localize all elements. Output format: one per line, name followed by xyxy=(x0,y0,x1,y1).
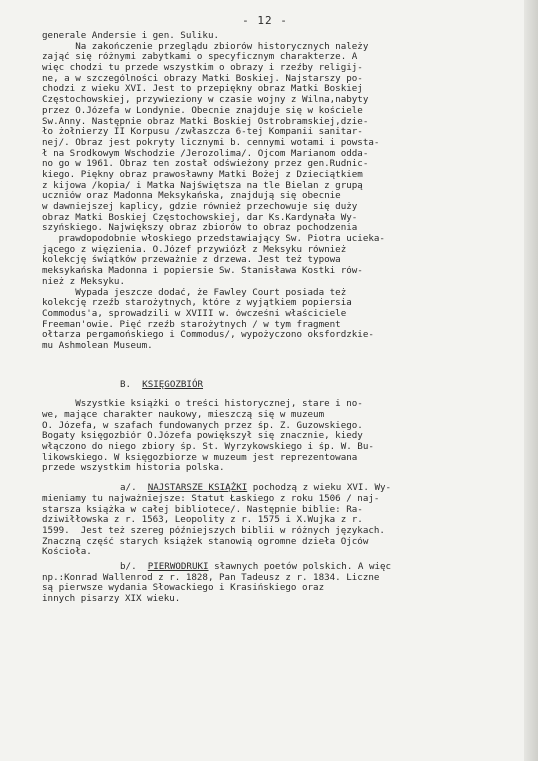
text-line: nież z Meksyku. xyxy=(42,276,125,287)
subsection-b-text xyxy=(42,573,518,605)
text-line: Wszystkie książki o treści historycznej, stare i no- xyxy=(42,399,363,410)
paragraph-group-library xyxy=(42,399,518,474)
subsection-a-text xyxy=(42,494,518,558)
text-line: więc chodzi tu przede wszystkim o obrazy i rzeźby religij- xyxy=(42,63,363,74)
section-title: KSIĘGOZBIÓR xyxy=(142,378,204,390)
text-line: kolekcję świątków przeważnie z drzewa. Jest też typowa xyxy=(42,255,341,266)
text-line: no go w 1961. Obraz ten został odświeżony przez gen.Rudnic- xyxy=(42,159,369,170)
text-line: kiego. Piękny obraz prawosławny Matki Bożej z Dzieciątkiem xyxy=(42,169,363,180)
subsection-a-heading xyxy=(42,483,518,494)
text-line: obraz Matki Boskiej Częstochowskiej, dar Ks.Kardynała Wy- xyxy=(42,212,358,223)
text-line: Freeman'owie. Pięć rzeźb starożytnych / w tym fragment xyxy=(42,319,341,330)
text-line: starsza książka w całej bibliotece/. Następnie biblie: Ra- xyxy=(42,504,363,515)
text-line: z kijowa /kopia/ i Matka Najświętsza na tle Bielan z grupą xyxy=(42,180,363,191)
text-line: jącego z więzienia. O.Józef przywiózł z Meksyku również xyxy=(42,244,347,255)
text-line: Kościoła. xyxy=(42,547,92,558)
subsection-b-label: b/. xyxy=(120,560,137,572)
text-line: Commodus'a, sprowadzili w XVIII w. ówcześni właściciele xyxy=(42,308,347,319)
text-line: w dawniejszej kaplicy, gdzie również przechowuje się duży xyxy=(42,202,358,212)
text-line: Znaczną część starych książek stanowią ogromne dzieła Ojców xyxy=(42,536,369,547)
text-line: kolekcję rzeźb starożytnych, które z wyjątkiem popiersia xyxy=(42,298,352,309)
text-line: są pierwsze wydania Słowackiego i Krasińskiego oraz xyxy=(42,583,325,594)
text-line: Wypada jeszcze dodać, że Fawley Court posiada też xyxy=(42,287,347,298)
text-line: włączono do niego zbiory śp. St. Wyrzykowskiego i śp. W. Bu- xyxy=(42,442,374,453)
text-line: mieniamy tu najważniejsze: Statut Łaskiego z roku 1506 / naj- xyxy=(42,493,380,504)
subsection-a-label: a/. xyxy=(120,482,137,494)
subsection-b-line-rest: sławnych poetów polskich. A więc xyxy=(208,560,392,572)
text-line: mu Ashmolean Museum. xyxy=(42,340,153,351)
text-line: innych pisarzy XIX wieku. xyxy=(42,594,181,604)
text-line: Na zakończenie przeglądu zbiorów historycznych należy xyxy=(42,41,369,52)
text-line: uczniów oraz Madonna Meksykańska, znajdują się obecnie xyxy=(42,191,341,202)
page-number: - 12 - xyxy=(242,14,288,27)
subsection-b-title: PIERWODRUKI xyxy=(147,560,209,572)
text-line: przede wszystkim historia polska. xyxy=(42,463,225,474)
section-heading xyxy=(42,380,518,391)
text-line: generale Andersie i gen. Suliku. xyxy=(42,31,220,41)
page-edge-shadow xyxy=(524,0,538,761)
text-line: szyńskiego. Największy obraz zbiorów to obraz pochodzenia xyxy=(42,223,358,234)
text-line: Częstochowskiej, przywieziony w czasie wojny z Wilna,nabyty xyxy=(42,95,369,106)
text-line: we, mające charakter naukowy, mieszczą się w muzeum xyxy=(42,410,325,420)
text-line: ne, a w szczególności obrazy Matki Boskiej. Najstarszy po- xyxy=(42,73,363,84)
text-line: meksykańska Madonna i popiersie Św. Stanisława Kostki rów- xyxy=(42,266,363,277)
text-line: Św.Anny. Następnie obraz Matki Boskiej Ostrobramskiej,dzie- xyxy=(42,116,369,127)
text-line: 1599. Jest też szereg późniejszych biblii w różnych językach. xyxy=(42,525,385,536)
text-line: np.:Konrad Wallenrod z r. 1828, Pan Tadeusz z r. 1834. Liczne xyxy=(42,572,380,583)
section-label: B. xyxy=(120,378,132,390)
text-line: chodzi z wieku XVI. Jest to przepiękny obraz Matki Boskiej xyxy=(42,84,363,95)
text-line: likowskiego. W księgozbiorze w muzeum jest reprezentowana xyxy=(42,452,358,463)
text-line: dziwiłłowska z r. 1563, Leopolity z r. 1575 i X.Wujka z r. xyxy=(42,515,363,526)
subsection-a-line-rest: pochodzą z wieku XVI. Wy- xyxy=(247,482,392,494)
text-line: prawdopodobnie włoskiego przedstawiający Św. Piotra ucieka- xyxy=(42,234,385,245)
subsection-b-heading xyxy=(42,562,518,573)
text-line: ło żołnierzy II Korpusu /zwłaszcza 6-tej Kompanii sanitar- xyxy=(42,127,363,138)
text-line: O. Józefa, w szafach fundowanych przez śp. Z. Guzowskiego. xyxy=(42,420,363,431)
text-line: przez O.Józefa w Londynie. Obecnie znajduje się w kościele xyxy=(42,105,363,116)
subsection-a-title: NAJSTARSZE KSIĄŻKI xyxy=(147,482,248,494)
paragraph-group-collections xyxy=(42,31,518,352)
text-line: zająć się różnymi zabytkami o specyficznym charakterze. A xyxy=(42,52,358,63)
document-body xyxy=(42,31,518,605)
text-line: Bogaty księgozbiór O.Józefa powiększył się znacznie, kiedy xyxy=(42,431,363,442)
text-line: nej/. Obraz jest pokryty licznymi b. cennymi wotami i powsta- xyxy=(42,137,380,148)
text-line: ł na Środkowym Wschodzie /Jerozolima/. Ojcom Marianom odda- xyxy=(42,148,369,159)
text-line: ołtarza pergamońskiego i Commodus/, wypożyczono oksfordzkie- xyxy=(42,330,374,341)
